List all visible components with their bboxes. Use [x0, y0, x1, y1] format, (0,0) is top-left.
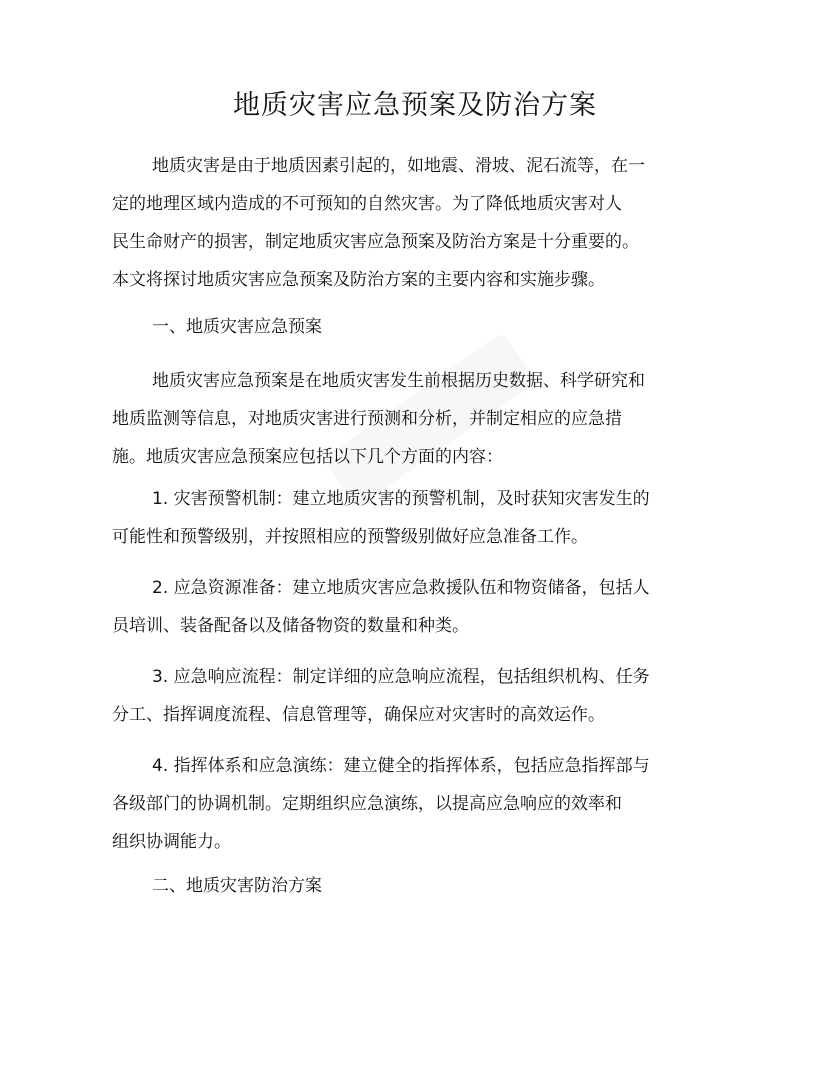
intro-paragraph [112, 147, 732, 299]
section2-heading [112, 867, 732, 905]
list-item-line: 组织协调能力。 [112, 832, 231, 852]
list-item-line: 1. 灾害预警机制：建立地质灾害的预警机制，及时获知灾害发生的 [152, 489, 650, 509]
section1-line: 地质灾害应急预案是在地质灾害发生前根据历史数据、科学研究和 [152, 371, 645, 391]
list-item-line: 4. 指挥体系和应急演练：建立健全的指挥体系，包括应急指挥部与 [152, 756, 650, 776]
section1-line: 地质监测等信息，对地质灾害进行预测和分析，并制定相应的应急措 [112, 409, 622, 429]
document-title: 地质灾害应急预案及防治方案 [233, 90, 597, 121]
list-item-4 [112, 747, 732, 861]
section2-heading-text: 二、地质灾害防治方案 [152, 876, 322, 896]
section1-line: 施。地质灾害应急预案应包括以下几个方面的内容： [112, 447, 503, 467]
list-item-2 [112, 569, 732, 645]
list-item-line: 分工、指挥调度流程、信息管理等，确保应对灾害时的高效运作。 [112, 705, 605, 725]
list-item-line: 2. 应急资源准备：建立地质灾害应急救援队伍和物资储备，包括人 [152, 578, 650, 598]
list-item-line: 员培训、装备配备以及储备物资的数量和种类。 [112, 616, 469, 636]
intro-line: 民生命财产的损害，制定地质灾害应急预案及防治方案是十分重要的。 [112, 232, 639, 252]
intro-line: 定的地理区域内造成的不可预知的自然灾害。为了降低地质灾害对人 [112, 194, 622, 214]
section1-heading [112, 308, 732, 346]
intro-line: 地质灾害是由于地质因素引起的，如地震、滑坡、泥石流等，在一 [152, 156, 645, 176]
list-item-line: 3. 应急响应流程：制定详细的应急响应流程，包括组织机构、任务 [152, 667, 650, 687]
list-item-line: 各级部门的协调机制。定期组织应急演练，以提高应急响应的效率和 [112, 794, 622, 814]
section1-paragraph [112, 362, 732, 476]
section1-heading-text: 一、地质灾害应急预案 [152, 317, 322, 337]
list-item-3 [112, 658, 732, 734]
list-item-line: 可能性和预警级别，并按照相应的预警级别做好应急准备工作。 [112, 527, 588, 547]
list-item-1 [112, 480, 732, 556]
intro-line: 本文将探讨地质灾害应急预案及防治方案的主要内容和实施步骤。 [112, 270, 605, 290]
